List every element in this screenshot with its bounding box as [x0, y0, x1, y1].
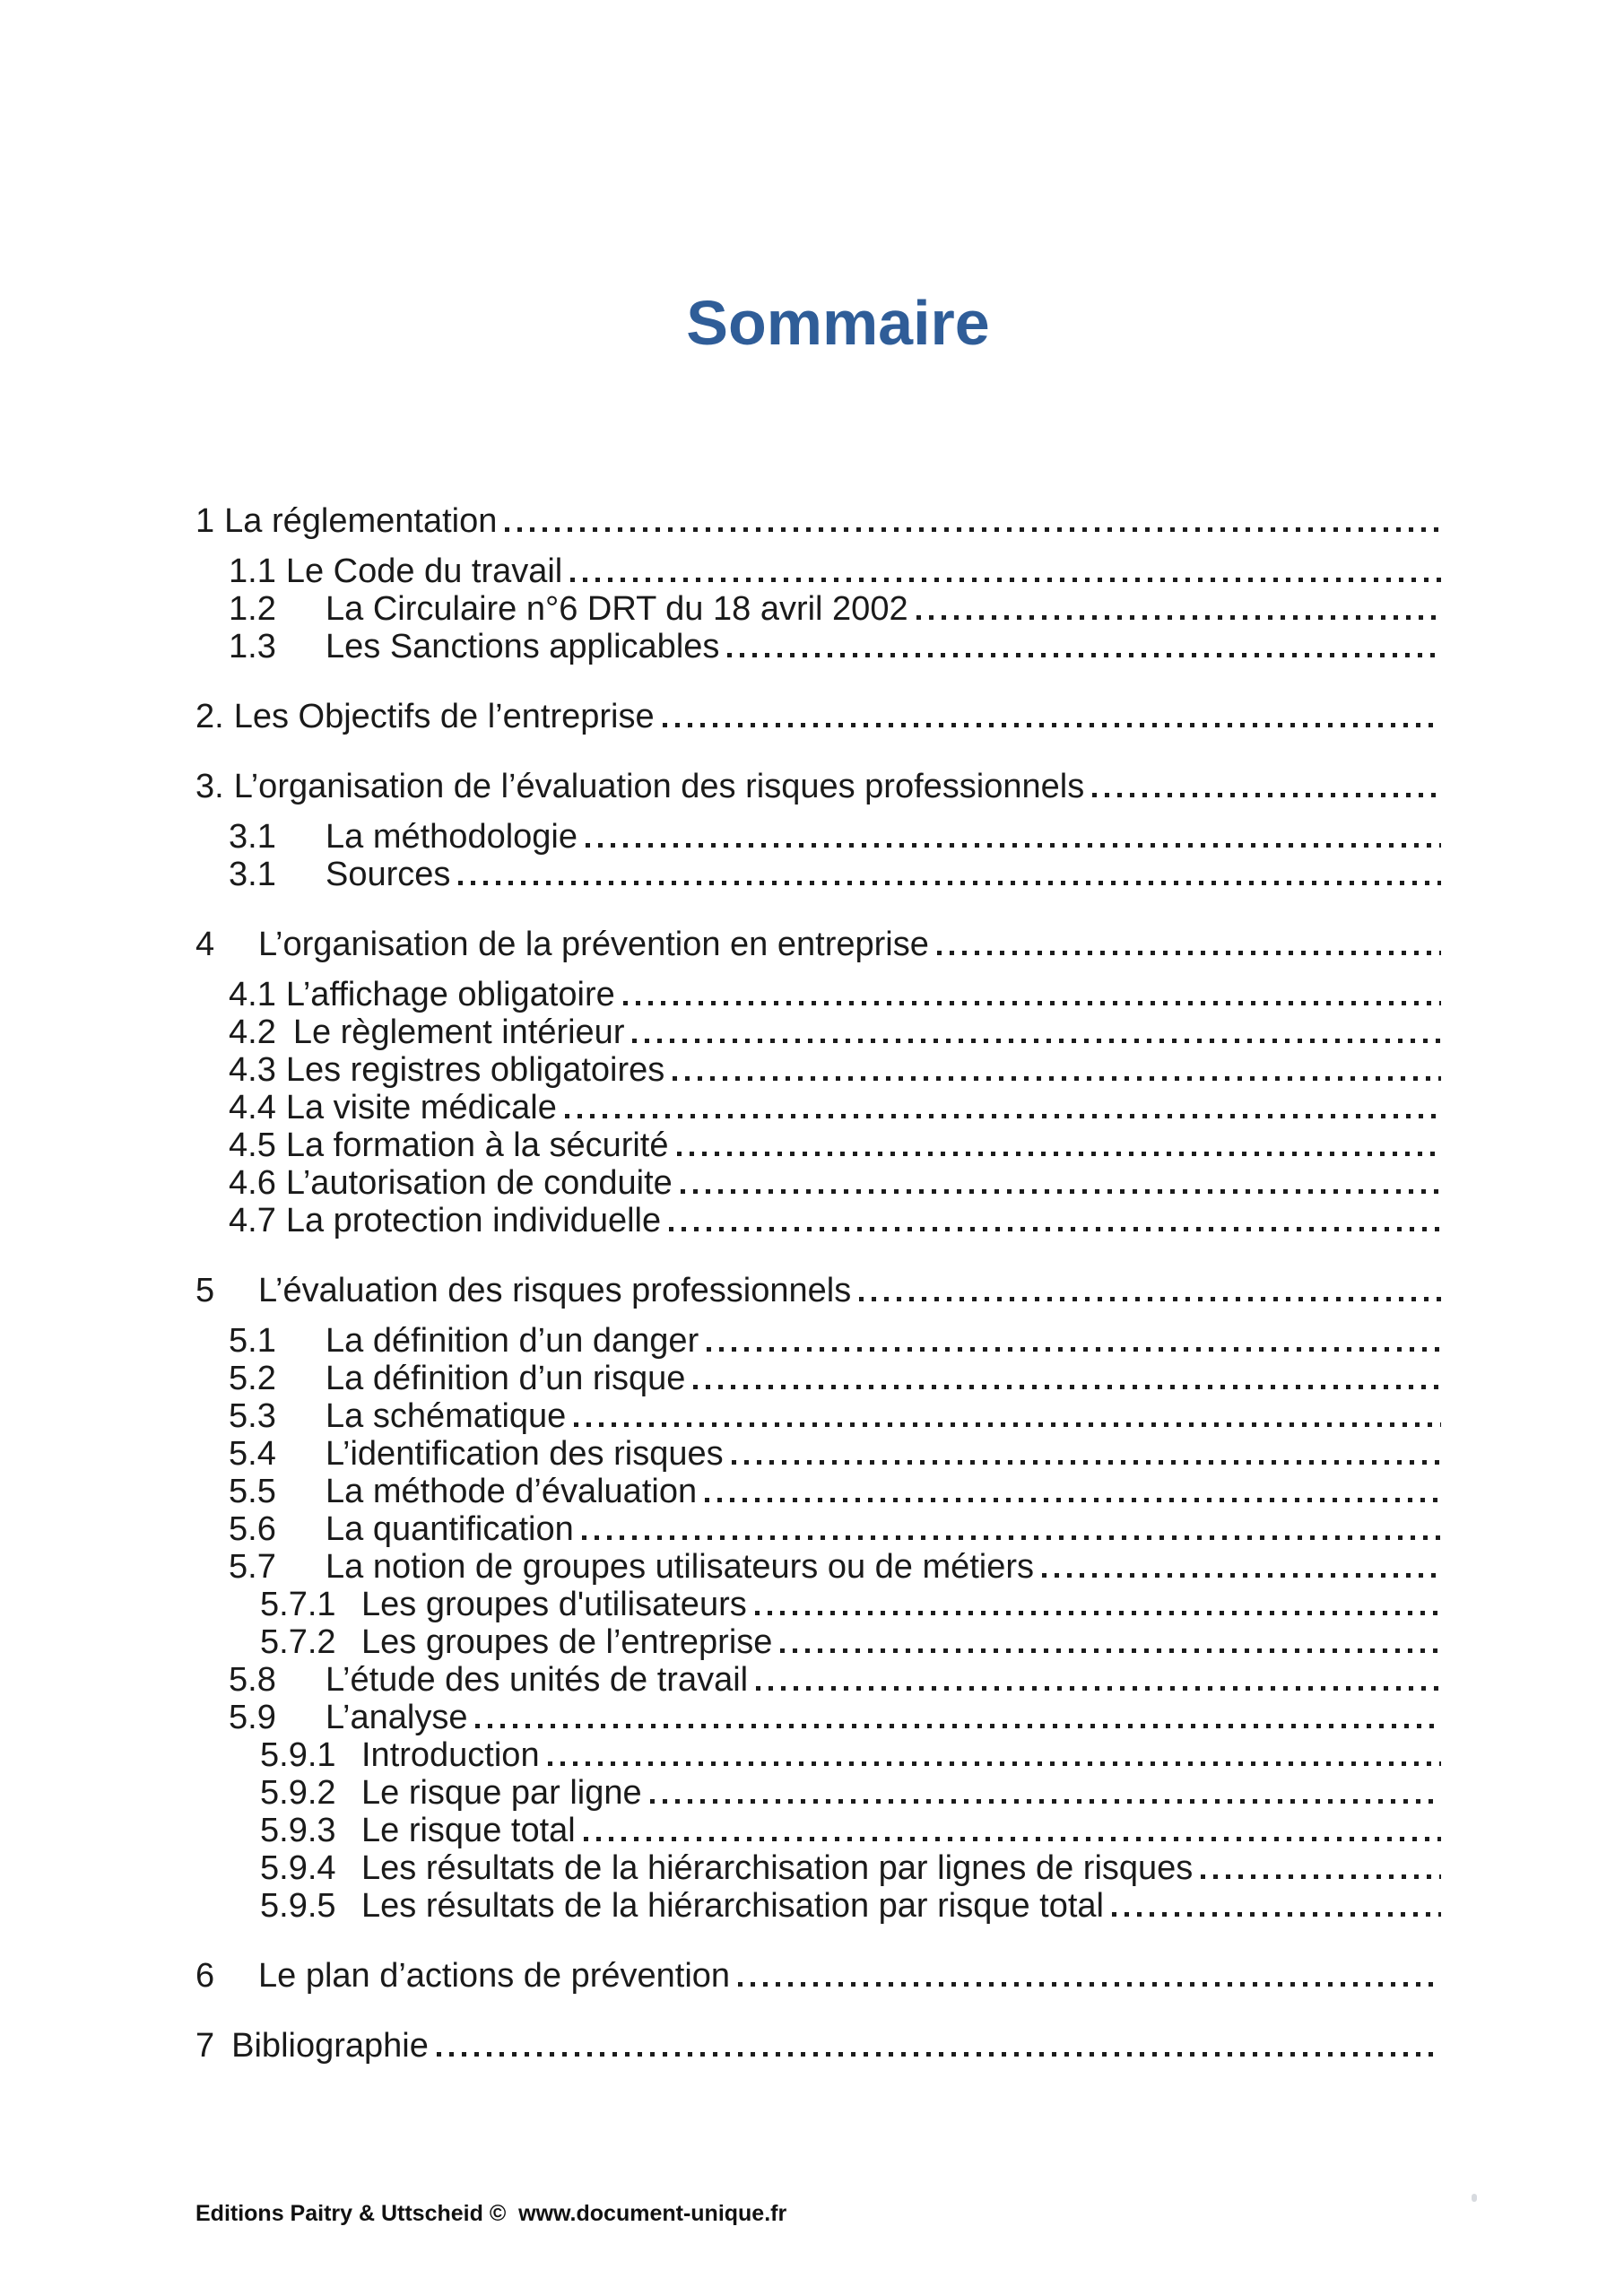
- toc-entry-label: La quantification: [326, 1510, 574, 1548]
- toc-entry-number: 5.8: [229, 1661, 276, 1699]
- toc-entry-number: 5.9.5: [260, 1887, 336, 1925]
- dot-leader: [755, 1611, 1441, 1615]
- toc-entry-label: Le risque par ligne: [361, 1774, 642, 1812]
- toc-entry-number: 5.9.1: [260, 1736, 336, 1774]
- toc-entry-number: 5.6: [229, 1510, 276, 1548]
- toc-entry-number: 2.: [195, 698, 224, 735]
- dot-leader: [1201, 1874, 1441, 1879]
- dot-leader: [586, 843, 1441, 848]
- toc-entry-number: 4: [195, 926, 215, 963]
- toc-entry[interactable]: [195, 1089, 1441, 1126]
- dot-leader: [1042, 1573, 1441, 1578]
- toc-entry[interactable]: [195, 1272, 1441, 1309]
- dot-leader: [475, 1724, 1441, 1728]
- toc-entry-label: La visite médicale: [285, 1089, 557, 1126]
- toc-entry-label: L’évaluation des risques professionnels: [258, 1272, 852, 1309]
- dot-leader: [673, 1076, 1441, 1081]
- toc-entry-label: Les groupes d'utilisateurs: [361, 1586, 747, 1623]
- toc-entry-label: Sources: [326, 856, 451, 893]
- toc-entry-label: Les résultats de la hiérarchisation par risque total: [361, 1887, 1105, 1925]
- dot-leader: [632, 1039, 1441, 1043]
- dot-leader: [705, 1498, 1441, 1502]
- toc-entry-label: Bibliographie: [231, 2027, 429, 2065]
- toc-entry-label: La méthodologie: [326, 818, 578, 856]
- toc-entry-number: 3.: [195, 768, 224, 805]
- toc-entry-number: 3.1: [229, 856, 276, 893]
- dot-leader: [650, 1799, 1441, 1804]
- toc-entry[interactable]: [195, 818, 1441, 856]
- toc-entry[interactable]: [195, 856, 1441, 893]
- dot-leader: [623, 1001, 1441, 1005]
- dot-leader: [677, 1152, 1442, 1156]
- toc-entry[interactable]: [195, 1435, 1441, 1473]
- toc-entry[interactable]: [195, 2027, 1441, 2065]
- toc-entry-number: 1: [195, 502, 215, 540]
- toc-entry-label: Les groupes de l’entreprise: [361, 1623, 773, 1661]
- toc-list: [195, 502, 1441, 2065]
- toc-entry-label: La protection individuelle: [285, 1202, 662, 1239]
- toc-entry-label: Les résultats de la hiérarchisation par lignes de risques: [361, 1849, 1194, 1887]
- toc-entry[interactable]: [195, 1322, 1441, 1360]
- dot-leader: [756, 1686, 1441, 1691]
- toc-entry[interactable]: [195, 1397, 1441, 1435]
- toc-entry-number: 4.3: [229, 1051, 276, 1089]
- toc-entry[interactable]: [195, 1126, 1441, 1164]
- toc-entry-number: 4.5: [229, 1126, 276, 1164]
- toc-entry-label: Le règlement intérieur: [292, 1013, 625, 1051]
- toc-entry[interactable]: [195, 1051, 1441, 1089]
- toc-entry-label: L’affichage obligatoire: [285, 976, 615, 1013]
- toc-entry-label: Les Sanctions applicables: [326, 628, 720, 665]
- toc-entry-number: 5.7.2: [260, 1623, 336, 1661]
- dot-leader: [727, 653, 1441, 657]
- dot-leader: [437, 2052, 1441, 2057]
- dot-leader: [669, 1227, 1441, 1231]
- toc-entry-label: Le risque total: [361, 1812, 576, 1849]
- toc-entry[interactable]: [195, 1623, 1441, 1661]
- toc-entry-label: La définition d’un danger: [326, 1322, 699, 1360]
- toc-entry[interactable]: [195, 628, 1441, 665]
- toc-entry[interactable]: [195, 768, 1441, 805]
- toc-entry-number: 4.1: [229, 976, 276, 1013]
- toc-entry[interactable]: [195, 1887, 1441, 1925]
- toc-entry-label: L’organisation de la prévention en entreprise: [258, 926, 929, 963]
- toc-entry-number: 5.2: [229, 1360, 276, 1397]
- dot-leader: [738, 1982, 1441, 1987]
- dot-leader: [859, 1297, 1441, 1301]
- toc-entry-number: 7: [195, 2027, 215, 2065]
- dot-leader: [548, 1761, 1441, 1766]
- toc-entry[interactable]: [195, 502, 1441, 540]
- toc-entry-label: L’identification des risques: [326, 1435, 724, 1473]
- toc-entry-label: Le Code du travail: [285, 552, 563, 590]
- dot-leader: [707, 1347, 1441, 1352]
- toc-entry[interactable]: [195, 1164, 1441, 1202]
- toc-entry[interactable]: [195, 1202, 1441, 1239]
- toc-entry-label: L’analyse: [326, 1699, 468, 1736]
- toc-entry[interactable]: [195, 590, 1441, 628]
- toc-entry-number: 5.9: [229, 1699, 276, 1736]
- dot-leader: [584, 1837, 1441, 1841]
- toc-entry[interactable]: [195, 1736, 1441, 1774]
- toc-entry[interactable]: [195, 1548, 1441, 1586]
- toc-entry-number: 4.7: [229, 1202, 276, 1239]
- toc-entry-number: 5.7: [229, 1548, 276, 1586]
- toc-entry[interactable]: [195, 698, 1441, 735]
- footer-text: Editions Paitry & Uttscheid © www.document-unique.fr: [195, 2201, 787, 2226]
- toc-entry[interactable]: [195, 1812, 1441, 1849]
- toc-entry-number: 5.3: [229, 1397, 276, 1435]
- toc-entry-number: 5: [195, 1272, 215, 1309]
- toc-entry-label: L’autorisation de conduite: [285, 1164, 673, 1202]
- toc-entry-label: La schématique: [326, 1397, 567, 1435]
- toc-entry-number: 5.1: [229, 1322, 276, 1360]
- toc-entry-label: Introduction: [361, 1736, 540, 1774]
- toc-entry-label: La formation à la sécurité: [285, 1126, 669, 1164]
- toc-entry-label: La définition d’un risque: [326, 1360, 686, 1397]
- page-title: Sommaire: [686, 288, 990, 358]
- toc-entry-number: 1.1: [229, 552, 276, 590]
- toc-entry[interactable]: [195, 552, 1441, 590]
- toc-entry-number: 5.7.1: [260, 1586, 336, 1623]
- toc-entry-label: Les Objectifs de l’entreprise: [233, 698, 655, 735]
- toc-entry-number: 4.6: [229, 1164, 276, 1202]
- dot-leader: [1092, 793, 1441, 797]
- toc-entry[interactable]: [195, 1957, 1441, 1995]
- dot-leader: [574, 1422, 1441, 1427]
- dot-leader: [937, 951, 1441, 955]
- dot-leader: [1112, 1912, 1441, 1917]
- scan-artifact-dot: [1472, 2194, 1477, 2202]
- toc-entry-number: 1.3: [229, 628, 276, 665]
- toc-entry-number: 5.9.4: [260, 1849, 336, 1887]
- dot-leader: [663, 723, 1441, 727]
- toc-entry[interactable]: [195, 926, 1441, 963]
- toc-entry-label: Le plan d’actions de prévention: [258, 1957, 731, 1995]
- dot-leader: [570, 578, 1441, 582]
- toc-entry-number: 4.2: [229, 1013, 276, 1051]
- dot-leader: [693, 1385, 1441, 1389]
- toc-entry-number: 1.2: [229, 590, 276, 628]
- toc-entry[interactable]: [195, 1586, 1441, 1623]
- toc-entry-number: 6: [195, 1957, 215, 1995]
- toc-entry-label: L’étude des unités de travail: [326, 1661, 749, 1699]
- toc-entry[interactable]: [195, 1849, 1441, 1887]
- toc-entry-number: 4.4: [229, 1089, 276, 1126]
- toc-entry[interactable]: [195, 1699, 1441, 1736]
- dot-leader: [681, 1189, 1441, 1194]
- toc-entry[interactable]: [195, 1661, 1441, 1699]
- toc-entry-label: L’organisation de l’évaluation des risques professionnels: [233, 768, 1085, 805]
- toc-entry-label: La méthode d’évaluation: [326, 1473, 698, 1510]
- toc-entry-label: La notion de groupes utilisateurs ou de métiers: [326, 1548, 1035, 1586]
- toc-entry-number: 5.5: [229, 1473, 276, 1510]
- toc-entry[interactable]: [195, 1360, 1441, 1397]
- dot-leader: [732, 1460, 1441, 1465]
- dot-leader: [582, 1535, 1441, 1540]
- toc-entry-number: 5.9.3: [260, 1812, 336, 1849]
- toc-entry-number: 5.9.2: [260, 1774, 336, 1812]
- dot-leader: [505, 527, 1441, 532]
- toc-entry[interactable]: [195, 1473, 1441, 1510]
- toc-entry-number: 3.1: [229, 818, 276, 856]
- dot-leader: [458, 881, 1441, 885]
- toc-entry-label: La Circulaire n°6 DRT du 18 avril 2002: [326, 590, 908, 628]
- toc-entry[interactable]: [195, 1013, 1441, 1051]
- dot-leader: [565, 1114, 1441, 1118]
- dot-leader: [780, 1648, 1441, 1653]
- toc-entry-number: 5.4: [229, 1435, 276, 1473]
- toc-entry-label: Les registres obligatoires: [285, 1051, 665, 1089]
- toc-entry[interactable]: [195, 976, 1441, 1013]
- dot-leader: [916, 615, 1441, 620]
- toc-entry[interactable]: [195, 1510, 1441, 1548]
- toc-entry-label: La réglementation: [224, 502, 498, 540]
- toc-entry[interactable]: [195, 1774, 1441, 1812]
